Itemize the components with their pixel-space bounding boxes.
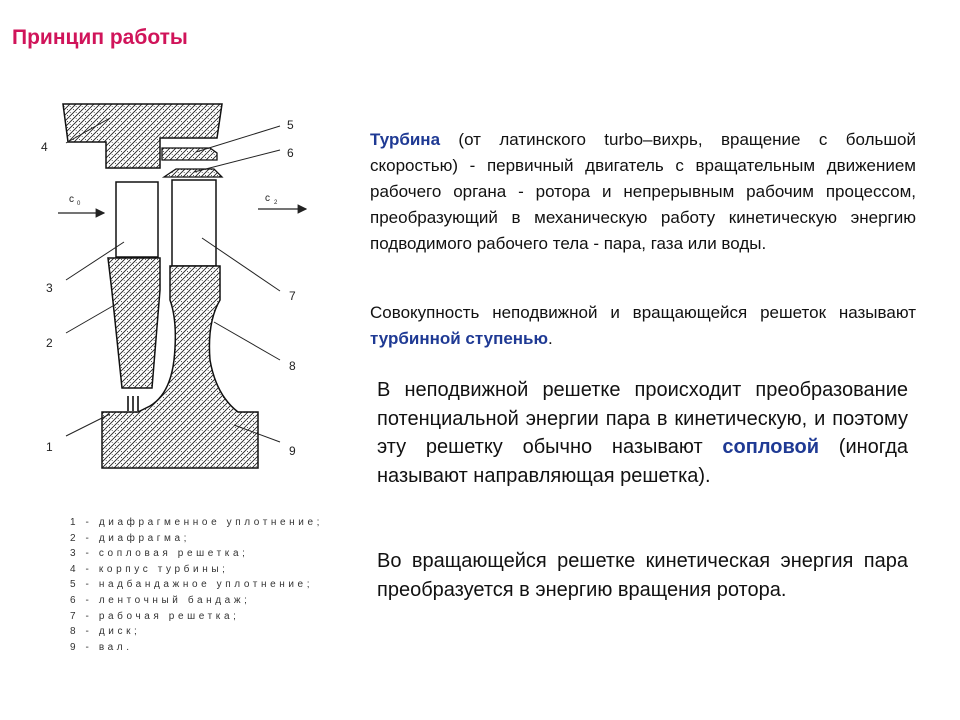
- paragraph-text: Совокупность неподвижной и вращающейся решеток называют: [370, 303, 916, 322]
- legend-item: 9 - вал.: [70, 641, 133, 653]
- callout-4: 4: [41, 140, 48, 154]
- svg-text:c: c: [69, 194, 74, 205]
- slide-title: Принцип работы: [12, 26, 188, 49]
- rotor-blade: [172, 180, 216, 266]
- paragraph-text: (от латинского turbo–вихрь, вращение с большой скоростью) - первичный двигатель с вращательным движением рабочего органа - ротора и непрерывным рабочим процессом, преобразующий в механическую работу кинетическую энергию подводимого рабочего тела - пара, газа или воды.: [370, 130, 916, 253]
- legend-item: 2 - диафрагма;: [70, 532, 191, 544]
- diaphragm-seal-teeth: [128, 396, 138, 411]
- diaphragm-part: [108, 258, 160, 388]
- callout-8: 8: [289, 359, 296, 373]
- callout-9: 9: [289, 444, 296, 458]
- seal-part: [162, 148, 217, 160]
- paragraph-text: В неподвижной решетке происходит преобразование потенциальной энергии пара в кинетическую, и поэтому эту решетку обычно называют: [377, 379, 908, 458]
- callout-6: 6: [287, 146, 294, 160]
- callout-7: 7: [289, 289, 296, 303]
- outlet-velocity-label: [265, 193, 278, 206]
- term-turbine-stage: турбинной ступенью: [370, 329, 549, 348]
- svg-text:2: 2: [274, 200, 278, 206]
- inlet-velocity-label: [69, 194, 81, 207]
- term-nozzle: сопловой: [722, 436, 820, 458]
- paragraph-text: .: [548, 329, 553, 348]
- callout-3: 3: [46, 281, 53, 295]
- legend-item: 4 - корпус турбины;: [70, 563, 229, 575]
- turbine-stage-paragraph: [370, 300, 916, 352]
- legend-item: 5 - надбандажное уплотнение;: [70, 579, 314, 591]
- shroud-part: [164, 169, 222, 177]
- svg-text:c: c: [265, 193, 270, 204]
- callout-2: 2: [46, 336, 53, 350]
- rotor-grid-paragraph: [377, 547, 908, 604]
- svg-text:0: 0: [77, 201, 81, 207]
- legend-item: 7 - рабочая решетка;: [70, 610, 240, 622]
- paragraph-text: (иногда называют направляющая решетка).: [377, 436, 908, 487]
- parts-legend: [70, 515, 330, 655]
- legend-item: 1 - диафрагменное уплотнение;: [70, 517, 324, 528]
- callout-5: 5: [287, 118, 294, 132]
- paragraph-text: Во вращающейся решетке кинетическая энергия пара преобразуется в энергию вращения ротора.: [377, 550, 908, 601]
- nozzle-grid-paragraph: [377, 376, 908, 490]
- callout-1: 1: [46, 440, 53, 454]
- term-turbine: Турбина: [370, 130, 441, 149]
- legend-item: 3 - сопловая решетка;: [70, 548, 249, 560]
- legend-item: 6 - ленточный бандаж;: [70, 594, 251, 606]
- legend-item: 8 - диск;: [70, 626, 141, 638]
- turbine-definition-paragraph: [370, 127, 916, 257]
- nozzle-blade: [116, 182, 158, 257]
